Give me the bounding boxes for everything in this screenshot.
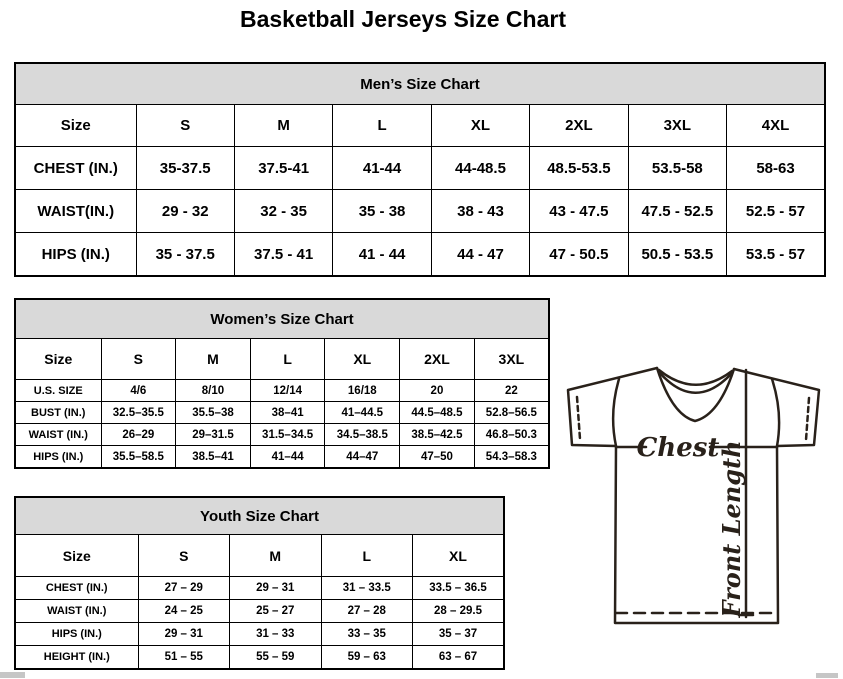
mens-table-header-row bbox=[15, 105, 825, 147]
size-cell: 8/10 bbox=[176, 380, 251, 402]
table-row bbox=[15, 646, 504, 670]
jersey-cuff-dashes-left bbox=[577, 397, 580, 439]
youth-table-title: Youth Size Chart bbox=[15, 497, 504, 535]
chest-label: Chest bbox=[636, 433, 720, 463]
size-cell: 63 – 67 bbox=[413, 646, 505, 670]
row-label: WAIST (IN.) bbox=[15, 600, 138, 623]
size-cell: 25 – 27 bbox=[230, 600, 322, 623]
table-row bbox=[15, 147, 825, 190]
size-cell: 43 - 47.5 bbox=[530, 190, 628, 233]
size-cell: 29–31.5 bbox=[176, 424, 251, 446]
jersey-measurement-diagram bbox=[556, 357, 830, 629]
column-header: Size bbox=[15, 105, 136, 147]
column-header: 4XL bbox=[727, 105, 825, 147]
size-cell: 44 - 47 bbox=[431, 233, 529, 277]
column-header: S bbox=[101, 339, 176, 380]
scrollbar-fragment-right[interactable] bbox=[816, 673, 838, 678]
size-cell: 41-44 bbox=[333, 147, 431, 190]
size-cell: 52.5 - 57 bbox=[727, 190, 825, 233]
size-cell: 32 - 35 bbox=[234, 190, 332, 233]
table-row bbox=[15, 402, 549, 424]
size-cell: 55 – 59 bbox=[230, 646, 322, 670]
jersey-armhole-left bbox=[613, 379, 619, 446]
size-cell: 20 bbox=[400, 380, 475, 402]
column-header: M bbox=[234, 105, 332, 147]
jersey-collar-band-lower bbox=[659, 372, 732, 393]
size-cell: 52.8–56.5 bbox=[474, 402, 549, 424]
mens-table-title-row bbox=[15, 63, 825, 105]
column-header: XL bbox=[413, 535, 505, 577]
size-cell: 37.5-41 bbox=[234, 147, 332, 190]
size-cell: 44–47 bbox=[325, 446, 400, 469]
size-cell: 12/14 bbox=[250, 380, 325, 402]
size-cell: 44-48.5 bbox=[431, 147, 529, 190]
size-cell: 41–44.5 bbox=[325, 402, 400, 424]
size-cell: 35.5–38 bbox=[176, 402, 251, 424]
size-cell: 41–44 bbox=[250, 446, 325, 469]
column-header: XL bbox=[325, 339, 400, 380]
row-label: BUST (IN.) bbox=[15, 402, 101, 424]
mens-table-title: Men’s Size Chart bbox=[15, 63, 825, 105]
size-cell: 47 - 50.5 bbox=[530, 233, 628, 277]
front-length-label: Front Length bbox=[717, 440, 746, 618]
table-row bbox=[15, 577, 504, 600]
size-cell: 59 – 63 bbox=[321, 646, 413, 670]
column-header: 3XL bbox=[474, 339, 549, 380]
column-header: Size bbox=[15, 535, 138, 577]
size-cell: 38 - 43 bbox=[431, 190, 529, 233]
size-cell: 33.5 – 36.5 bbox=[413, 577, 505, 600]
size-cell: 35 - 38 bbox=[333, 190, 431, 233]
size-cell: 35 - 37.5 bbox=[136, 233, 234, 277]
column-header: L bbox=[333, 105, 431, 147]
jersey-cuff-dashes-right bbox=[806, 398, 809, 440]
row-label: U.S. SIZE bbox=[15, 380, 101, 402]
size-cell: 31.5–34.5 bbox=[250, 424, 325, 446]
row-label: WAIST(IN.) bbox=[15, 190, 136, 233]
size-cell: 34.5–38.5 bbox=[325, 424, 400, 446]
size-cell: 26–29 bbox=[101, 424, 176, 446]
row-label: HIPS (IN.) bbox=[15, 446, 101, 469]
youth-table-header-row bbox=[15, 535, 504, 577]
size-cell: 53.5 - 57 bbox=[727, 233, 825, 277]
row-label: HEIGHT (IN.) bbox=[15, 646, 138, 670]
table-row bbox=[15, 233, 825, 277]
column-header: L bbox=[321, 535, 413, 577]
size-cell: 27 – 28 bbox=[321, 600, 413, 623]
table-row bbox=[15, 446, 549, 469]
size-cell: 47–50 bbox=[400, 446, 475, 469]
size-cell: 38.5–41 bbox=[176, 446, 251, 469]
size-cell: 31 – 33.5 bbox=[321, 577, 413, 600]
row-label: HIPS (IN.) bbox=[15, 233, 136, 277]
column-header: M bbox=[176, 339, 251, 380]
size-cell: 35.5–58.5 bbox=[101, 446, 176, 469]
size-cell: 48.5-53.5 bbox=[530, 147, 628, 190]
column-header: 2XL bbox=[400, 339, 475, 380]
table-row bbox=[15, 424, 549, 446]
size-cell: 51 – 55 bbox=[138, 646, 230, 670]
size-cell: 58-63 bbox=[727, 147, 825, 190]
column-header: M bbox=[230, 535, 322, 577]
column-header: XL bbox=[431, 105, 529, 147]
size-cell: 27 – 29 bbox=[138, 577, 230, 600]
table-row bbox=[15, 623, 504, 646]
size-cell: 33 – 35 bbox=[321, 623, 413, 646]
size-cell: 28 – 29.5 bbox=[413, 600, 505, 623]
size-cell: 50.5 - 53.5 bbox=[628, 233, 726, 277]
scrollbar-fragment-left[interactable] bbox=[0, 672, 25, 678]
size-cell: 38–41 bbox=[250, 402, 325, 424]
column-header: S bbox=[136, 105, 234, 147]
column-header: S bbox=[138, 535, 230, 577]
row-label: CHEST (IN.) bbox=[15, 147, 136, 190]
size-cell: 38.5–42.5 bbox=[400, 424, 475, 446]
row-label: HIPS (IN.) bbox=[15, 623, 138, 646]
size-cell: 4/6 bbox=[101, 380, 176, 402]
size-cell: 35-37.5 bbox=[136, 147, 234, 190]
size-cell: 53.5-58 bbox=[628, 147, 726, 190]
jersey-outline bbox=[568, 368, 819, 623]
table-row bbox=[15, 600, 504, 623]
size-cell: 31 – 33 bbox=[230, 623, 322, 646]
row-label: CHEST (IN.) bbox=[15, 577, 138, 600]
size-cell: 35 – 37 bbox=[413, 623, 505, 646]
size-cell: 29 - 32 bbox=[136, 190, 234, 233]
size-cell: 16/18 bbox=[325, 380, 400, 402]
size-cell: 54.3–58.3 bbox=[474, 446, 549, 469]
column-header: 3XL bbox=[628, 105, 726, 147]
page-title: Basketball Jerseys Size Chart bbox=[239, 6, 566, 32]
youth-table-title-row bbox=[15, 497, 504, 535]
size-cell: 44.5–48.5 bbox=[400, 402, 475, 424]
womens-size-table bbox=[14, 298, 550, 469]
womens-table-header-row bbox=[15, 339, 549, 380]
womens-table-title-row bbox=[15, 299, 549, 339]
size-cell: 29 – 31 bbox=[138, 623, 230, 646]
mens-size-table bbox=[14, 62, 826, 277]
column-header: Size bbox=[15, 339, 101, 380]
jersey-armhole-right bbox=[772, 379, 779, 446]
column-header: 2XL bbox=[530, 105, 628, 147]
size-cell: 32.5–35.5 bbox=[101, 402, 176, 424]
size-cell: 37.5 - 41 bbox=[234, 233, 332, 277]
row-label: WAIST (IN.) bbox=[15, 424, 101, 446]
size-cell: 46.8–50.3 bbox=[474, 424, 549, 446]
size-cell: 24 – 25 bbox=[138, 600, 230, 623]
size-cell: 29 – 31 bbox=[230, 577, 322, 600]
youth-size-table bbox=[14, 496, 505, 670]
size-cell: 47.5 - 52.5 bbox=[628, 190, 726, 233]
size-cell: 22 bbox=[474, 380, 549, 402]
womens-table-title: Women’s Size Chart bbox=[15, 299, 549, 339]
column-header: L bbox=[250, 339, 325, 380]
table-row bbox=[15, 190, 825, 233]
table-row bbox=[15, 380, 549, 402]
size-cell: 41 - 44 bbox=[333, 233, 431, 277]
